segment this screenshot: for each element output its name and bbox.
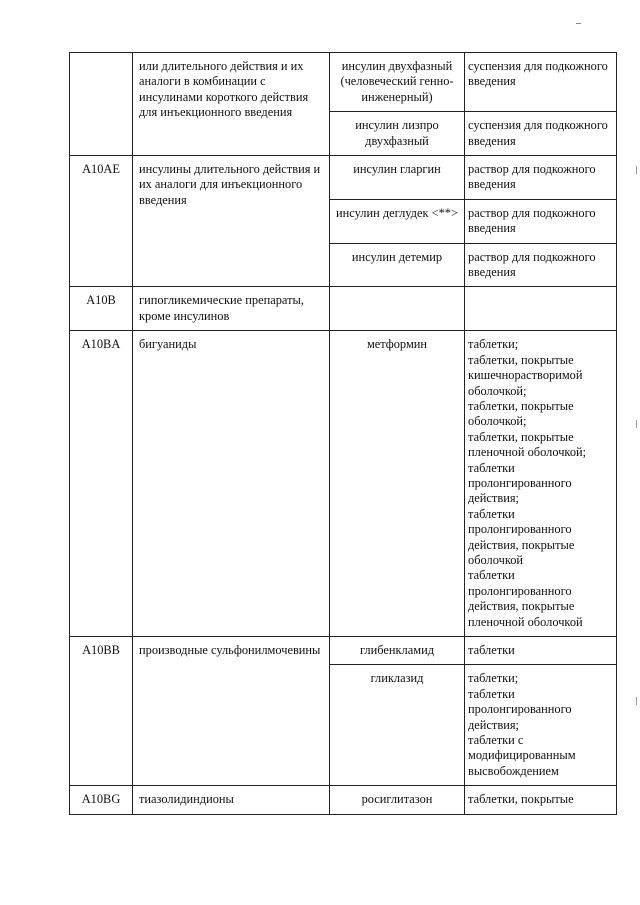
dosage-forms xyxy=(465,665,617,786)
drug-name: инсулин лизпро двухфазный xyxy=(330,112,465,156)
anatomical-group-name: или длительного действия и их аналоги в комбинации с инсулинами короткого действия для инъекционного введения xyxy=(133,53,330,156)
table-body xyxy=(70,53,617,815)
dosage-form-item: таблетки с модифицированным высвобождением xyxy=(468,733,576,778)
anatomical-group-name: бигуаниды xyxy=(133,331,330,637)
dosage-form-item: таблетки, покрытые пленочной оболочкой; xyxy=(468,429,587,460)
drug-name xyxy=(330,287,465,331)
dosage-form-item: таблетки, покрытые оболочкой; xyxy=(468,398,574,429)
drug-name: глибенкламид xyxy=(330,637,465,665)
dosage-forms xyxy=(465,637,617,665)
atc-code: A10BB xyxy=(70,637,133,786)
atc-code: A10AE xyxy=(70,156,133,287)
anatomical-group-name: гипогликемические препараты, кроме инсулинов xyxy=(133,287,330,331)
dosage-form-item: раствор для подкожного введения xyxy=(468,162,596,192)
scan-mark xyxy=(576,23,581,28)
drug-name: метформин xyxy=(330,331,465,637)
dosage-form-item: таблетки; xyxy=(468,671,519,686)
dosage-forms xyxy=(465,199,617,243)
dosage-form-item: таблетки пролонгированного действия; xyxy=(468,460,572,506)
dosage-forms xyxy=(465,53,617,112)
dosage-form-item: таблетки; xyxy=(468,337,519,352)
drug-name: росиглитазон xyxy=(330,786,465,814)
dosage-forms xyxy=(465,786,617,814)
table-row xyxy=(70,331,617,637)
dosage-forms xyxy=(465,331,617,637)
drug-name: инсулин детемир xyxy=(330,243,465,287)
scan-mark xyxy=(636,420,637,428)
atc-code: A10B xyxy=(70,287,133,331)
atc-code: A10BG xyxy=(70,786,133,814)
dosage-form-item: таблетки, покрытые xyxy=(468,792,574,807)
drug-list-table xyxy=(69,52,617,815)
dosage-form-item: суспензия для подкожного введения xyxy=(468,59,608,89)
table-row xyxy=(70,786,617,814)
dosage-form-item: таблетки xyxy=(468,643,515,657)
drug-name: гликлазид xyxy=(330,665,465,786)
dosage-forms xyxy=(465,243,617,287)
dosage-form-item: таблетки пролонгированного действия, покрытые оболочкой xyxy=(468,506,575,567)
document-page xyxy=(69,52,616,815)
drug-name: инсулин деглудек <**> xyxy=(330,199,465,243)
dosage-form-item: таблетки пролонгированного действия, покрытые пленочной оболочкой xyxy=(468,568,583,629)
drug-name: инсулин гларгин xyxy=(330,156,465,200)
anatomical-group-name: инсулины длительного действия и их аналоги для инъекционного введения xyxy=(133,156,330,287)
dosage-forms xyxy=(465,112,617,156)
anatomical-group-name: производные сульфонилмочевины xyxy=(133,637,330,786)
drug-name: инсулин двухфазный (человеческий генно-инженерный) xyxy=(330,53,465,112)
scan-mark xyxy=(636,166,637,174)
atc-code: A10BA xyxy=(70,331,133,637)
dosage-forms xyxy=(465,156,617,200)
dosage-forms xyxy=(465,287,617,331)
dosage-form-item: суспензия для подкожного введения xyxy=(468,118,608,148)
dosage-form-item: раствор для подкожного введения xyxy=(468,205,596,236)
dosage-form-item: раствор для подкожного введения xyxy=(468,249,596,280)
table-row xyxy=(70,287,617,331)
atc-code xyxy=(70,53,133,156)
table-row xyxy=(70,53,617,112)
table-row xyxy=(70,156,617,200)
table-row xyxy=(70,637,617,665)
dosage-form-item: таблетки, покрытые кишечнорастворимой оболочкой; xyxy=(468,352,583,398)
scan-mark xyxy=(636,697,637,705)
anatomical-group-name: тиазолидиндионы xyxy=(133,786,330,814)
dosage-form-item: таблетки пролонгированного действия; xyxy=(468,686,572,732)
